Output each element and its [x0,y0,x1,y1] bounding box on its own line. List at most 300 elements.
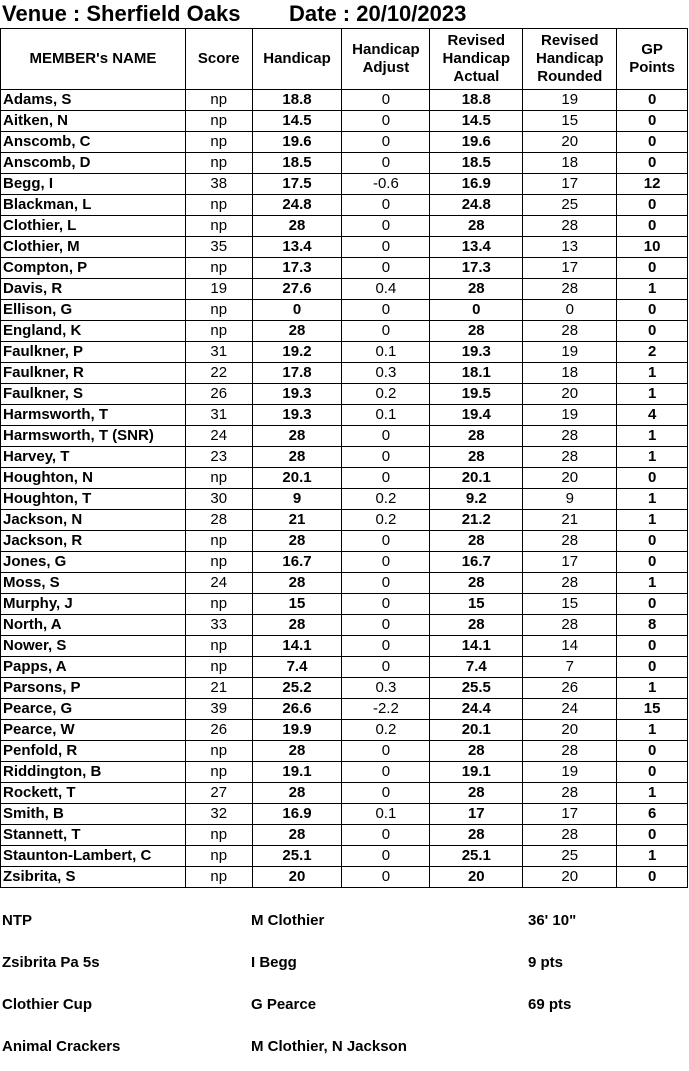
revised-handicap-actual-cell: 19.6 [430,132,523,153]
handicap-adjust-cell: 0 [342,111,430,132]
revised-handicap-actual-cell: 0 [430,300,523,321]
revised-handicap-actual-cell: 20.1 [430,720,523,741]
revised-handicap-actual-cell: 9.2 [430,489,523,510]
handicap-cell: 15 [252,594,342,615]
member-name-cell: Nower, S [1,636,186,657]
revised-handicap-actual-cell: 19.3 [430,342,523,363]
table-row [1,342,688,363]
revised-handicap-actual-cell: 28 [430,825,523,846]
table-header-row [1,29,688,90]
member-name-cell: Faulkner, R [1,363,186,384]
award-name: Clothier Cup [2,996,92,1013]
handicap-adjust-cell: 0 [342,846,430,867]
revised-handicap-actual-cell: 19.4 [430,405,523,426]
revised-handicap-actual-cell: 19.1 [430,762,523,783]
table-row [1,132,688,153]
column-header-gp-points: GP Points [617,29,688,90]
handicap-cell: 28 [252,447,342,468]
revised-handicap-actual-cell: 18.5 [430,153,523,174]
award-name: NTP [2,912,32,929]
revised-handicap-actual-cell: 15 [430,594,523,615]
score-cell: 23 [185,447,252,468]
member-name-cell: Jackson, N [1,510,186,531]
gp-points-cell: 1 [617,279,688,300]
revised-handicap-actual-cell: 17 [430,804,523,825]
gp-points-cell: 8 [617,615,688,636]
award-winner: M Clothier [251,912,325,929]
handicap-cell: 28 [252,216,342,237]
revised-handicap-rounded-cell: 9 [523,489,617,510]
handicap-cell: 7.4 [252,657,342,678]
award-row [0,953,689,973]
table-row [1,573,688,594]
handicap-cell: 20.1 [252,468,342,489]
revised-handicap-rounded-cell: 28 [523,783,617,804]
member-name-cell: Faulkner, S [1,384,186,405]
score-cell: 30 [185,489,252,510]
revised-handicap-rounded-cell: 19 [523,342,617,363]
gp-points-cell: 1 [617,678,688,699]
handicap-adjust-cell: 0 [342,867,430,888]
handicap-cell: 19.6 [252,132,342,153]
revised-handicap-actual-cell: 28 [430,741,523,762]
table-row [1,363,688,384]
column-header-name: MEMBER's NAME [1,29,186,90]
award-name: Zsibrita Pa 5s [2,954,100,971]
revised-handicap-rounded-cell: 28 [523,447,617,468]
gp-points-cell: 2 [617,342,688,363]
revised-handicap-rounded-cell: 20 [523,720,617,741]
gp-points-cell: 0 [617,468,688,489]
handicap-cell: 16.9 [252,804,342,825]
member-name-cell: Parsons, P [1,678,186,699]
gp-points-cell: 0 [617,741,688,762]
revised-handicap-rounded-cell: 28 [523,216,617,237]
handicap-cell: 17.8 [252,363,342,384]
revised-handicap-actual-cell: 28 [430,783,523,804]
table-row [1,741,688,762]
score-cell: 28 [185,510,252,531]
member-name-cell: North, A [1,615,186,636]
revised-handicap-actual-cell: 18.8 [430,90,523,111]
gp-points-cell: 0 [617,531,688,552]
score-cell: 39 [185,699,252,720]
handicap-adjust-cell: 0 [342,447,430,468]
gp-points-cell: 4 [617,405,688,426]
handicap-adjust-cell: 0 [342,153,430,174]
member-name-cell: Houghton, T [1,489,186,510]
revised-handicap-rounded-cell: 28 [523,426,617,447]
gp-points-cell: 1 [617,510,688,531]
handicap-adjust-cell: 0 [342,321,430,342]
handicap-adjust-cell: -2.2 [342,699,430,720]
revised-handicap-actual-cell: 28 [430,321,523,342]
handicap-cell: 14.1 [252,636,342,657]
score-cell: 35 [185,237,252,258]
revised-handicap-actual-cell: 28 [430,615,523,636]
revised-handicap-rounded-cell: 28 [523,615,617,636]
handicap-cell: 28 [252,321,342,342]
award-result: 36' 10" [528,912,577,929]
revised-handicap-actual-cell: 28 [430,447,523,468]
score-cell: 31 [185,405,252,426]
handicap-cell: 28 [252,783,342,804]
handicap-cell: 17.5 [252,174,342,195]
table-row [1,762,688,783]
handicap-cell: 19.9 [252,720,342,741]
handicap-cell: 27.6 [252,279,342,300]
revised-handicap-rounded-cell: 19 [523,762,617,783]
member-name-cell: Harmsworth, T (SNR) [1,426,186,447]
member-name-cell: Smith, B [1,804,186,825]
table-row [1,489,688,510]
handicap-cell: 20 [252,867,342,888]
table-row [1,90,688,111]
member-name-cell: Riddington, B [1,762,186,783]
revised-handicap-actual-cell: 28 [430,426,523,447]
score-cell: np [185,741,252,762]
column-header-score: Score [185,29,252,90]
revised-handicap-rounded-cell: 18 [523,153,617,174]
gp-points-cell: 0 [617,132,688,153]
table-row [1,615,688,636]
handicap-cell: 21 [252,510,342,531]
table-row [1,531,688,552]
table-row [1,468,688,489]
handicap-cell: 17.3 [252,258,342,279]
member-name-cell: Houghton, N [1,468,186,489]
revised-handicap-rounded-cell: 19 [523,90,617,111]
venue-label: Venue : Sherfield Oaks [2,1,241,26]
score-cell: 24 [185,573,252,594]
table-row [1,804,688,825]
award-row [0,911,689,931]
handicap-cell: 24.8 [252,195,342,216]
revised-handicap-rounded-cell: 20 [523,468,617,489]
revised-handicap-rounded-cell: 20 [523,867,617,888]
gp-points-cell: 0 [617,321,688,342]
gp-points-cell: 1 [617,384,688,405]
handicap-adjust-cell: 0.3 [342,363,430,384]
handicap-adjust-cell: 0 [342,468,430,489]
score-cell: 38 [185,174,252,195]
member-name-cell: Harvey, T [1,447,186,468]
score-cell: np [185,531,252,552]
table-row [1,174,688,195]
handicap-cell: 19.3 [252,405,342,426]
gp-points-cell: 1 [617,573,688,594]
gp-points-cell: 0 [617,552,688,573]
member-name-cell: Jones, G [1,552,186,573]
revised-handicap-actual-cell: 7.4 [430,657,523,678]
revised-handicap-actual-cell: 28 [430,573,523,594]
score-cell: 26 [185,720,252,741]
member-name-cell: Moss, S [1,573,186,594]
member-name-cell: Blackman, L [1,195,186,216]
member-name-cell: Anscomb, C [1,132,186,153]
handicap-adjust-cell: 0.4 [342,279,430,300]
gp-points-cell: 15 [617,699,688,720]
table-row [1,195,688,216]
revised-handicap-rounded-cell: 24 [523,699,617,720]
handicap-adjust-cell: 0 [342,195,430,216]
score-cell: np [185,657,252,678]
revised-handicap-rounded-cell: 19 [523,405,617,426]
score-cell: np [185,258,252,279]
handicap-cell: 13.4 [252,237,342,258]
revised-handicap-rounded-cell: 15 [523,111,617,132]
handicap-cell: 28 [252,573,342,594]
gp-points-cell: 0 [617,300,688,321]
member-name-cell: Jackson, R [1,531,186,552]
handicap-adjust-cell: 0 [342,300,430,321]
revised-handicap-rounded-cell: 25 [523,846,617,867]
handicap-adjust-cell: 0.2 [342,384,430,405]
handicap-adjust-cell: 0.2 [342,720,430,741]
revised-handicap-actual-cell: 25.5 [430,678,523,699]
score-cell: np [185,216,252,237]
table-row [1,426,688,447]
handicap-adjust-cell: 0 [342,615,430,636]
score-cell: np [185,132,252,153]
handicap-cell: 28 [252,531,342,552]
handicap-cell: 19.3 [252,384,342,405]
table-row [1,510,688,531]
revised-handicap-rounded-cell: 0 [523,300,617,321]
gp-points-cell: 1 [617,489,688,510]
member-name-cell: Zsibrita, S [1,867,186,888]
score-cell: np [185,90,252,111]
member-name-cell: Pearce, W [1,720,186,741]
revised-handicap-rounded-cell: 13 [523,237,617,258]
handicap-cell: 28 [252,825,342,846]
revised-handicap-rounded-cell: 17 [523,552,617,573]
member-name-cell: Staunton-Lambert, C [1,846,186,867]
handicap-adjust-cell: 0 [342,573,430,594]
score-cell: 22 [185,363,252,384]
score-cell: np [185,846,252,867]
table-row [1,153,688,174]
revised-handicap-rounded-cell: 28 [523,321,617,342]
gp-points-cell: 0 [617,762,688,783]
handicap-cell: 28 [252,615,342,636]
handicap-adjust-cell: 0.2 [342,489,430,510]
revised-handicap-rounded-cell: 18 [523,363,617,384]
handicap-adjust-cell: 0 [342,552,430,573]
gp-points-cell: 0 [617,195,688,216]
gp-points-cell: 0 [617,636,688,657]
handicap-cell: 14.5 [252,111,342,132]
score-cell: np [185,153,252,174]
handicap-adjust-cell: 0 [342,426,430,447]
table-row [1,300,688,321]
handicap-adjust-cell: 0 [342,594,430,615]
revised-handicap-rounded-cell: 17 [523,804,617,825]
revised-handicap-rounded-cell: 28 [523,825,617,846]
date-label: Date : 20/10/2023 [289,1,467,26]
handicap-adjust-cell: 0.1 [342,405,430,426]
score-cell: 24 [185,426,252,447]
score-cell: 19 [185,279,252,300]
revised-handicap-rounded-cell: 25 [523,195,617,216]
member-name-cell: Penfold, R [1,741,186,762]
member-name-cell: England, K [1,321,186,342]
handicap-adjust-cell: 0 [342,237,430,258]
table-row [1,447,688,468]
revised-handicap-rounded-cell: 28 [523,279,617,300]
handicap-adjust-cell: 0 [342,741,430,762]
revised-handicap-actual-cell: 28 [430,531,523,552]
table-row [1,552,688,573]
table-row [1,657,688,678]
handicap-adjust-cell: 0.1 [342,342,430,363]
revised-handicap-actual-cell: 20.1 [430,468,523,489]
column-header-handicap: Handicap [252,29,342,90]
member-name-cell: Adams, S [1,90,186,111]
revised-handicap-rounded-cell: 17 [523,174,617,195]
revised-handicap-rounded-cell: 20 [523,132,617,153]
handicap-adjust-cell: 0.2 [342,510,430,531]
gp-points-cell: 0 [617,153,688,174]
gp-points-cell: 0 [617,867,688,888]
revised-handicap-rounded-cell: 28 [523,741,617,762]
score-cell: np [185,762,252,783]
handicap-adjust-cell: 0 [342,531,430,552]
award-row [0,1037,689,1057]
award-winner: M Clothier, N Jackson [251,1038,407,1055]
gp-points-cell: 0 [617,594,688,615]
award-winner: I Begg [251,954,297,971]
gp-points-cell: 12 [617,174,688,195]
revised-handicap-actual-cell: 17.3 [430,258,523,279]
gp-points-cell: 1 [617,720,688,741]
gp-points-cell: 1 [617,426,688,447]
revised-handicap-actual-cell: 13.4 [430,237,523,258]
handicap-adjust-cell: 0 [342,657,430,678]
handicap-adjust-cell: 0 [342,258,430,279]
table-row [1,405,688,426]
handicap-cell: 18.5 [252,153,342,174]
results-table [0,28,688,888]
member-name-cell: Anscomb, D [1,153,186,174]
revised-handicap-actual-cell: 24.8 [430,195,523,216]
award-name: Animal Crackers [2,1038,121,1055]
revised-handicap-actual-cell: 24.4 [430,699,523,720]
award-winner: G Pearce [251,996,317,1013]
score-cell: np [185,594,252,615]
gp-points-cell: 0 [617,111,688,132]
handicap-cell: 28 [252,426,342,447]
handicap-cell: 25.1 [252,846,342,867]
member-name-cell: Clothier, L [1,216,186,237]
score-cell: 31 [185,342,252,363]
score-cell: 26 [185,384,252,405]
score-cell: 33 [185,615,252,636]
handicap-adjust-cell: 0 [342,90,430,111]
score-cell: np [185,552,252,573]
revised-handicap-rounded-cell: 14 [523,636,617,657]
score-cell: np [185,321,252,342]
revised-handicap-rounded-cell: 21 [523,510,617,531]
table-row [1,678,688,699]
gp-points-cell: 1 [617,363,688,384]
table-row [1,258,688,279]
handicap-adjust-cell: 0.3 [342,678,430,699]
member-name-cell: Stannett, T [1,825,186,846]
revised-handicap-actual-cell: 16.9 [430,174,523,195]
score-cell: np [185,111,252,132]
score-cell: 27 [185,783,252,804]
member-name-cell: Murphy, J [1,594,186,615]
member-name-cell: Ellison, G [1,300,186,321]
member-name-cell: Pearce, G [1,699,186,720]
table-row [1,111,688,132]
handicap-adjust-cell: 0 [342,132,430,153]
handicap-adjust-cell: 0 [342,216,430,237]
gp-points-cell: 10 [617,237,688,258]
score-cell: np [185,825,252,846]
table-row [1,867,688,888]
award-result: 9 pts [528,954,564,971]
gp-points-cell: 1 [617,783,688,804]
table-row [1,720,688,741]
revised-handicap-actual-cell: 28 [430,279,523,300]
handicap-cell: 19.2 [252,342,342,363]
gp-points-cell: 0 [617,258,688,279]
member-name-cell: Begg, I [1,174,186,195]
member-name-cell: Papps, A [1,657,186,678]
revised-handicap-rounded-cell: 28 [523,531,617,552]
gp-points-cell: 6 [617,804,688,825]
table-row [1,237,688,258]
handicap-cell: 9 [252,489,342,510]
score-cell: np [185,636,252,657]
table-body [1,90,688,888]
handicap-adjust-cell: 0 [342,783,430,804]
column-header-handicap-adjust: Handicap Adjust [342,29,430,90]
revised-handicap-rounded-cell: 26 [523,678,617,699]
gp-points-cell: 1 [617,846,688,867]
revised-handicap-actual-cell: 14.5 [430,111,523,132]
revised-handicap-rounded-cell: 17 [523,258,617,279]
handicap-cell: 19.1 [252,762,342,783]
handicap-adjust-cell: 0 [342,825,430,846]
award-result: 69 pts [528,996,572,1013]
results-header [2,1,687,27]
member-name-cell: Rockett, T [1,783,186,804]
revised-handicap-rounded-cell: 20 [523,384,617,405]
revised-handicap-actual-cell: 19.5 [430,384,523,405]
handicap-cell: 28 [252,741,342,762]
table-row [1,321,688,342]
revised-handicap-actual-cell: 28 [430,216,523,237]
revised-handicap-rounded-cell: 15 [523,594,617,615]
revised-handicap-actual-cell: 14.1 [430,636,523,657]
handicap-adjust-cell: 0 [342,762,430,783]
handicap-adjust-cell: -0.6 [342,174,430,195]
award-row [0,995,689,1015]
gp-points-cell: 0 [617,825,688,846]
handicap-cell: 0 [252,300,342,321]
score-cell: 21 [185,678,252,699]
table-row [1,594,688,615]
revised-handicap-rounded-cell: 28 [523,573,617,594]
member-name-cell: Faulkner, P [1,342,186,363]
score-cell: np [185,195,252,216]
gp-points-cell: 1 [617,447,688,468]
revised-handicap-actual-cell: 25.1 [430,846,523,867]
revised-handicap-actual-cell: 21.2 [430,510,523,531]
